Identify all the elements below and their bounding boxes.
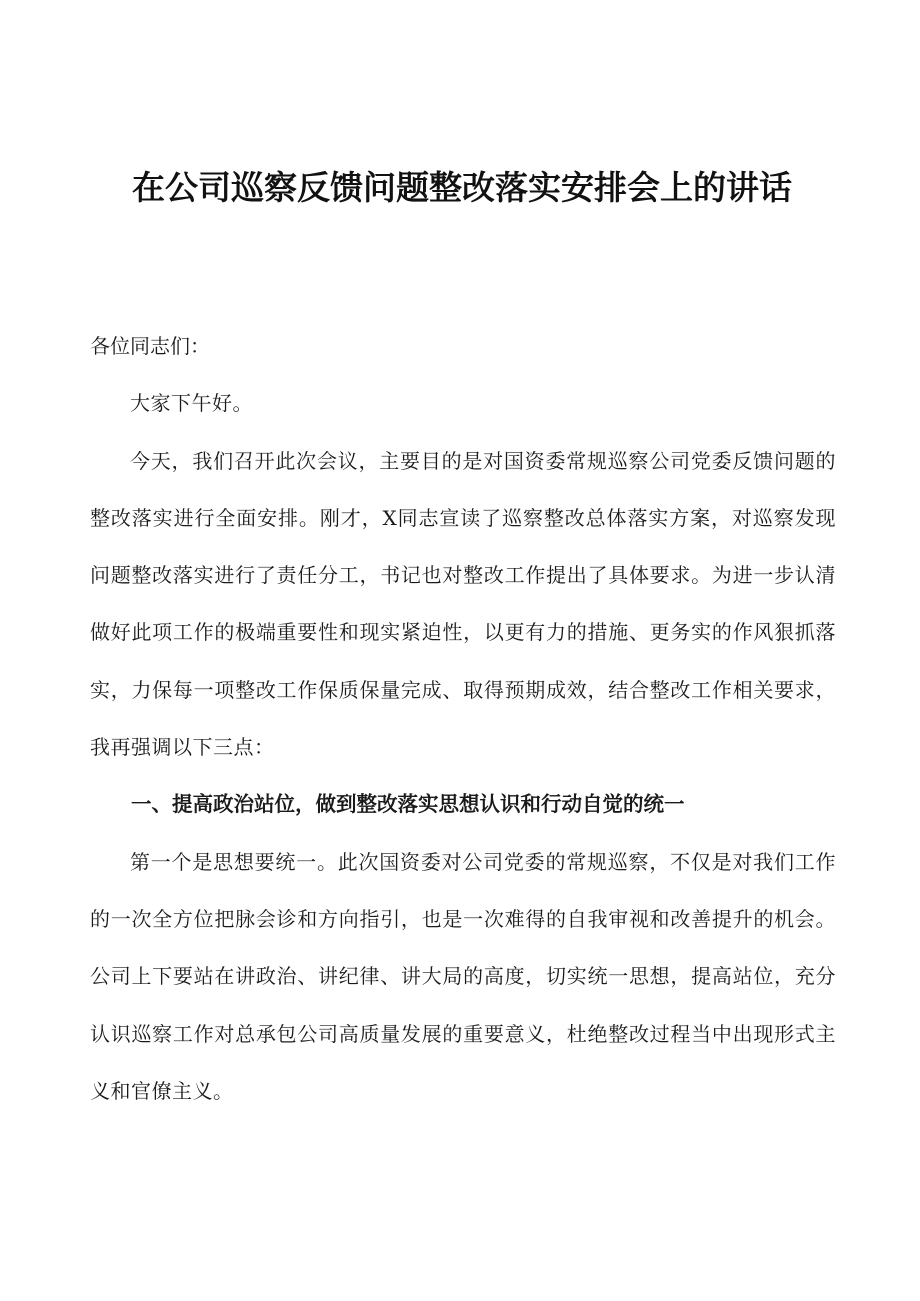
document-body	[90, 318, 836, 1120]
greeting-paragraph: 大家下午好。	[130, 391, 253, 416]
section-paragraph: 第一个是思想要统一。此次国资委对公司党委的常规巡察，不仅是对我们工作的一次全方位把脉会诊和方向指引，也是一次难得的自我审视和改善提升的机会。公司上下要站在讲政治、讲纪律、讲大局的高度，切实统一思想，提高站位，充分认识巡察工作对总承包公司高质量发展的重要意义，杜绝整改过程当中出现形式主义和官僚主义。	[90, 849, 836, 1103]
document-title: 在公司巡察反馈问题整改落实安排会上的讲话	[132, 168, 792, 207]
section-heading: 一、提高政治站位，做到整改落实思想认识和行动自觉的统一	[131, 792, 685, 817]
intro-paragraph: 今天，我们召开此次会议，主要目的是对国资委常规巡察公司党委反馈问题的整改落实进行全面安排。刚才，X同志宣读了巡察整改总体落实方案，对巡察发现问题整改落实进行了责任分工，书记也对整改工作提出了具体要求。为进一步认清做好此项工作的极端重要性和现实紧迫性，以更有力的措施、更务实的作风狠抓落实，力保每一项整改工作保质保量完成、取得预期成效，结合整改工作相关要求，我再强调以下三点：	[90, 448, 836, 760]
salutation: 各位同志们：	[90, 334, 210, 358]
